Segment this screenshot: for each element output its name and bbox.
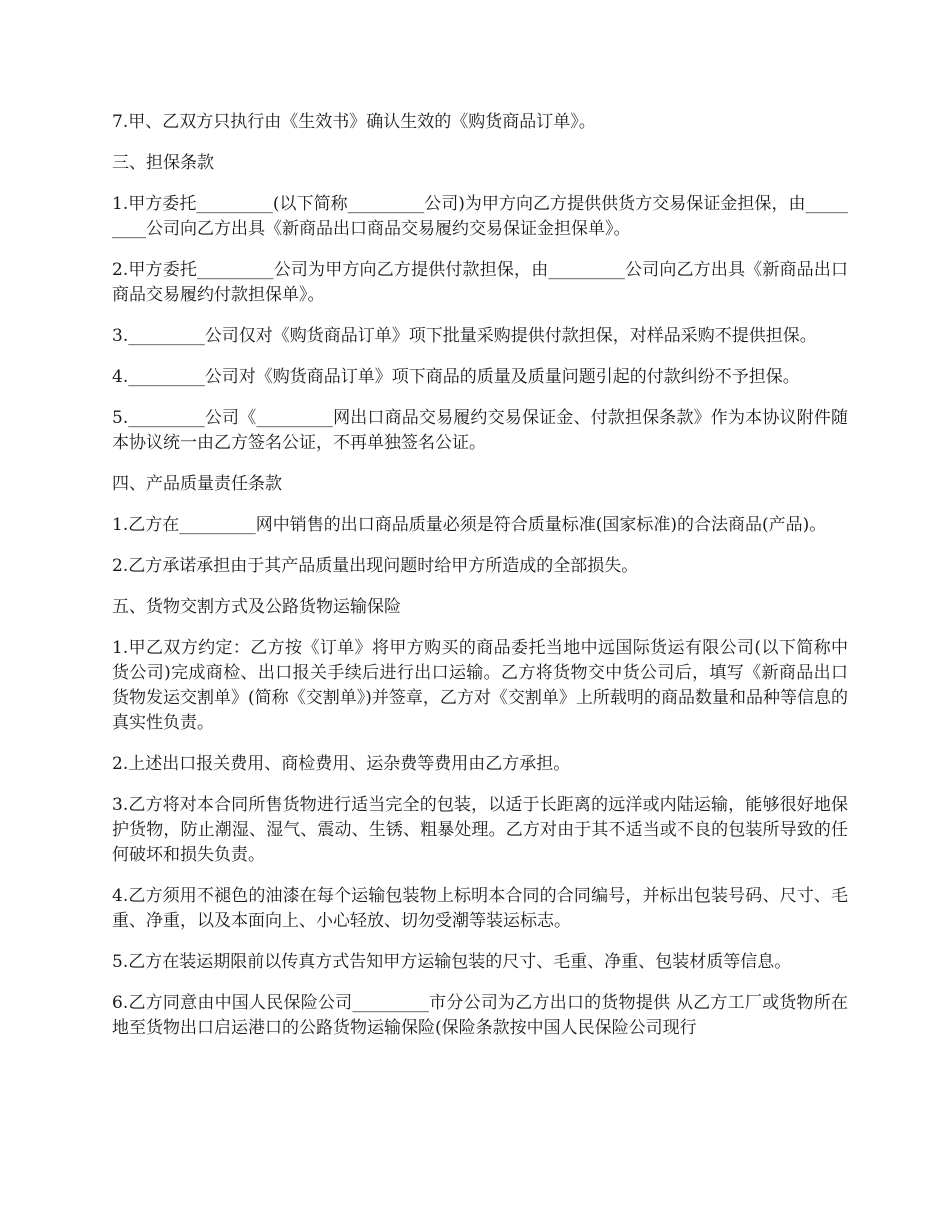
delivery-clause-4: 4.乙方须用不褪色的油漆在每个运输包装物上标明本合同的合同编号，并标出包装号码、尺寸、毛重、净重，以及本面向上、小心轻放、切勿受潮等装运标志。 <box>112 886 848 931</box>
guarantee-clause-3: 3._________公司仅对《购货商品订单》项下批量采购提供付款担保，对样品采购不提供担保。 <box>112 326 817 346</box>
delivery-clause-1: 1.甲乙双方约定：乙方按《订单》将甲方购买的商品委托当地中远国际货运有限公司(以下简称中货公司)完成商检、出口报关手续后进行出口运输。乙方将货物交中货公司后，填写《新商品出口货物发运交割单》(简称《交割单》)并签章，乙方对《交割单》上所载明的商品数量和品种等信息的真实性负责。 <box>112 638 848 733</box>
section-heading-guarantee: 三、担保条款 <box>112 153 214 173</box>
delivery-clause-6: 6.乙方同意由中国人民保险公司_________市分公司为乙方出口的货物提供 从乙方工厂或货物所在地至货物出口启运港口的公路货物运输保险(保险条款按中国人民保险公司现行 <box>112 993 848 1038</box>
guarantee-clause-4: 4._________公司对《购货商品订单》项下商品的质量及质量问题引起的付款纠纷不予担保。 <box>112 367 800 387</box>
section-heading-quality: 四、产品质量责任条款 <box>112 474 282 494</box>
quality-clause-2: 2.乙方承诺承担由于其产品质量出现问题时给甲方所造成的全部损失。 <box>112 556 639 576</box>
delivery-clause-3: 3.乙方将对本合同所售货物进行适当完全的包装，以适于长距离的远洋或内陆运输，能够很好地保护货物，防止潮湿、湿气、震动、生锈、粗暴处理。乙方对由于其不适当或不良的包装所导致的任何破坏和损失负责。 <box>112 795 848 865</box>
guarantee-clause-5: 5._________公司《_________网出口商品交易履约交易保证金、付款担保条款》作为本协议附件随本协议统一由乙方签名公证，不再单独签名公证。 <box>112 408 848 453</box>
section-heading-delivery: 五、货物交割方式及公路货物运输保险 <box>112 597 401 617</box>
guarantee-clause-2: 2.甲方委托_________公司为甲方向乙方提供付款担保，由_________公司向乙方出具《新商品出口商品交易履约付款担保单》。 <box>112 260 848 305</box>
guarantee-clause-1: 1.甲方委托_________(以下简称_________公司)为甲方向乙方提供供货方交易保证金担保，由_________公司向乙方出具《新商品出口商品交易履约交易保证金担保单》。 <box>112 194 848 239</box>
document-page <box>112 110 848 1057</box>
delivery-clause-2: 2.上述出口报关费用、商检费用、运杂费等费用由乙方承担。 <box>112 754 571 774</box>
delivery-clause-5: 5.乙方在装运期限前以传真方式告知甲方运输包装的尺寸、毛重、净重、包装材质等信息。 <box>112 952 792 972</box>
quality-clause-1: 1.乙方在_________网中销售的出口商品质量必须是符合质量标准(国家标准)的合法商品(产品)。 <box>112 515 827 535</box>
clause-7: 7.甲、乙双方只执行由《生效书》确认生效的《购货商品订单》。 <box>112 112 596 132</box>
